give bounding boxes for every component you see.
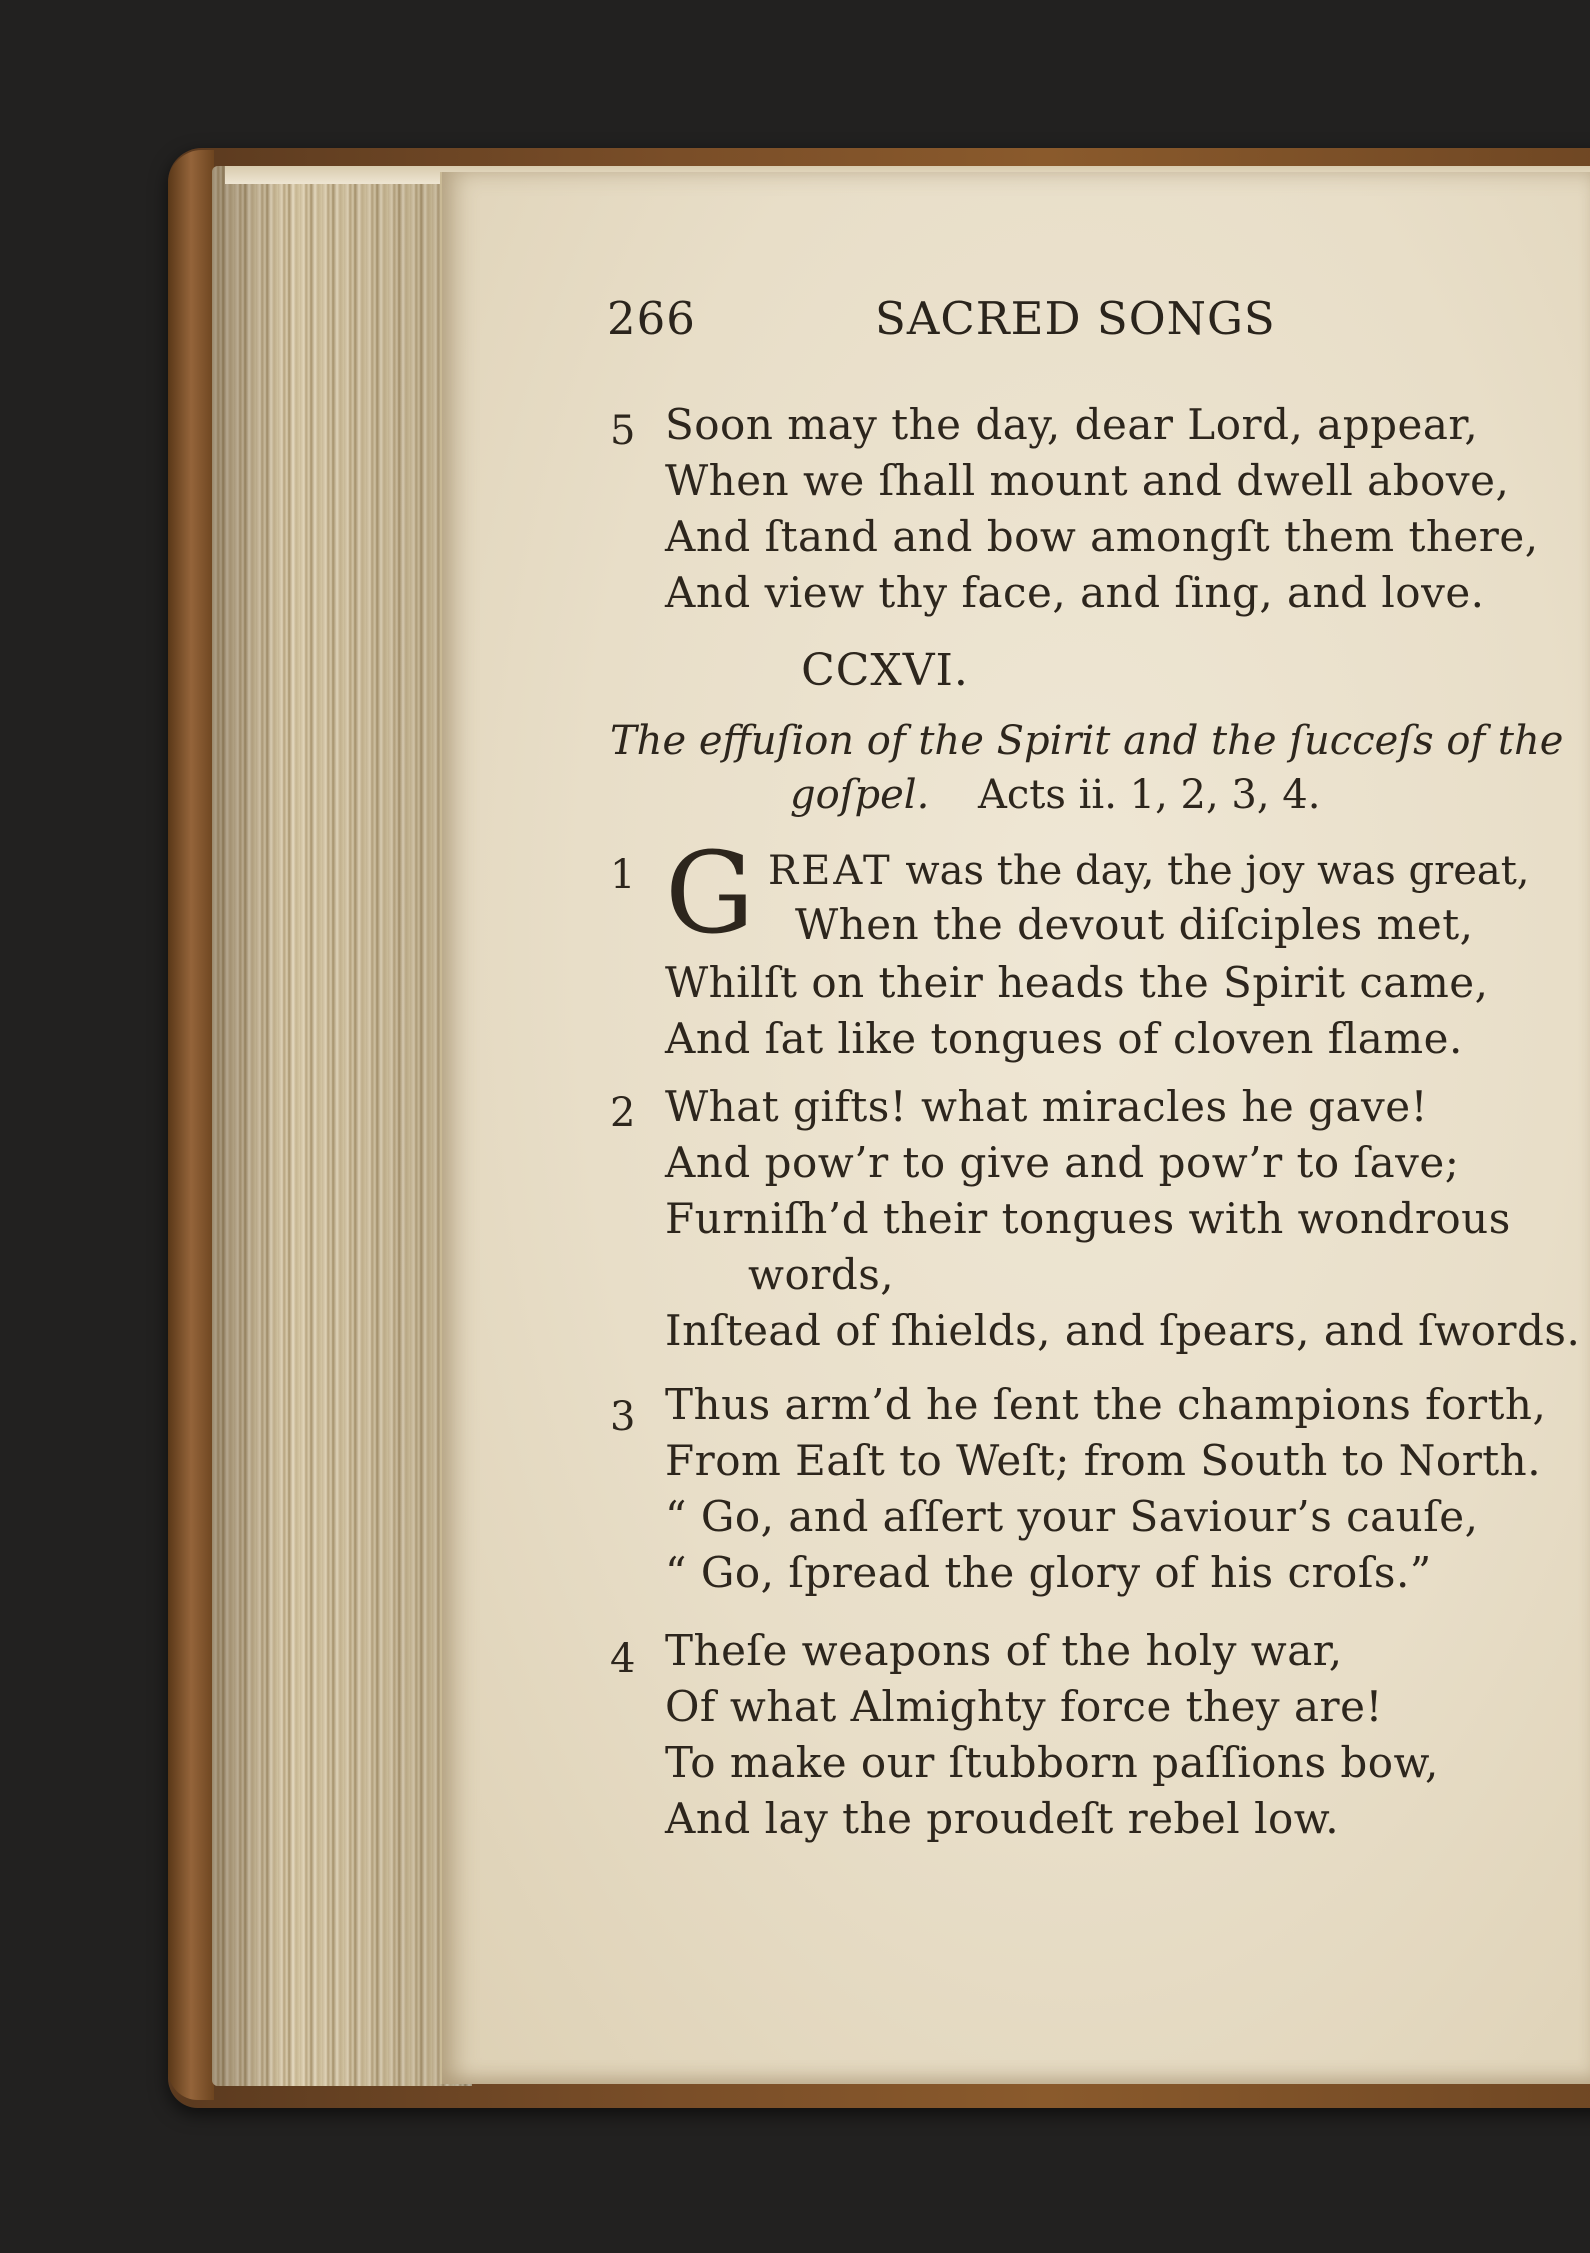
verse-line: What gifts! what miracles he gave!	[665, 1082, 1429, 1131]
verse-line: And lay the proudeſt rebel low.	[665, 1794, 1340, 1843]
small-caps-word: REAT	[768, 848, 893, 894]
verse-line: From Eaſt to Weſt; from South to North.	[665, 1436, 1542, 1485]
stanza-number: 1	[610, 852, 636, 898]
verse-line: Inſtead of ſhields, and ſpears, and ſwords.	[665, 1306, 1581, 1355]
stanza-number: 2	[610, 1090, 636, 1136]
verse-line: When we ſhall mount and dwell above,	[665, 456, 1510, 505]
verse-line: Of what Almighty force they are!	[665, 1682, 1383, 1731]
verse-line-continued: words,	[748, 1250, 895, 1299]
hymn-number: CCXVI.	[801, 645, 969, 696]
verse-line: “ Go, ſpread the glory of his croſs.”	[665, 1548, 1432, 1597]
hymn-title-continued	[790, 772, 1320, 818]
hymn-title: The effuſion of the Spirit and the ſucceſs of the	[610, 718, 1564, 764]
page-edges-shading	[212, 166, 472, 2086]
verse-line: And ſtand and bow amongſt them there,	[665, 512, 1539, 561]
stanza-number: 4	[610, 1636, 636, 1682]
verse-line: When the devout diſciples met,	[795, 900, 1474, 949]
verse-line: Theſe weapons of the holy war,	[665, 1626, 1343, 1675]
hymn-title-end: goſpel.	[790, 772, 930, 818]
verse-line: Thus arm’d he ſent the champions forth,	[665, 1380, 1547, 1429]
stanza-number: 5	[610, 408, 636, 454]
verse-line: And view thy face, and ſing, and love.	[665, 568, 1485, 617]
verse-line: Furniſh’d their tongues with wondrous	[665, 1194, 1511, 1243]
verse-line: And pow’r to give and pow’r to ſave;	[665, 1138, 1460, 1187]
verse-line: “ Go, and aſſert your Saviour’s cauſe,	[665, 1492, 1479, 1541]
verse-line: And ſat like tongues of cloven flame.	[665, 1014, 1463, 1063]
verse-line: Soon may the day, dear Lord, appear,	[665, 400, 1479, 449]
running-head-title: SACRED SONGS	[875, 292, 1276, 345]
drop-cap: G	[665, 829, 755, 959]
stanza-number: 3	[610, 1394, 636, 1440]
verse-first-line-rest: was the day, the joy was great,	[892, 848, 1530, 894]
page-number: 266	[607, 292, 696, 345]
book-spine-edge	[168, 150, 214, 2100]
verse-line: To make our ſtubborn paſſions bow,	[665, 1738, 1439, 1787]
verse-first-line	[768, 848, 1530, 894]
scripture-reference: Acts ii. 1, 2, 3, 4.	[978, 772, 1321, 818]
verse-line: Whilſt on their heads the Spirit came,	[665, 958, 1489, 1007]
